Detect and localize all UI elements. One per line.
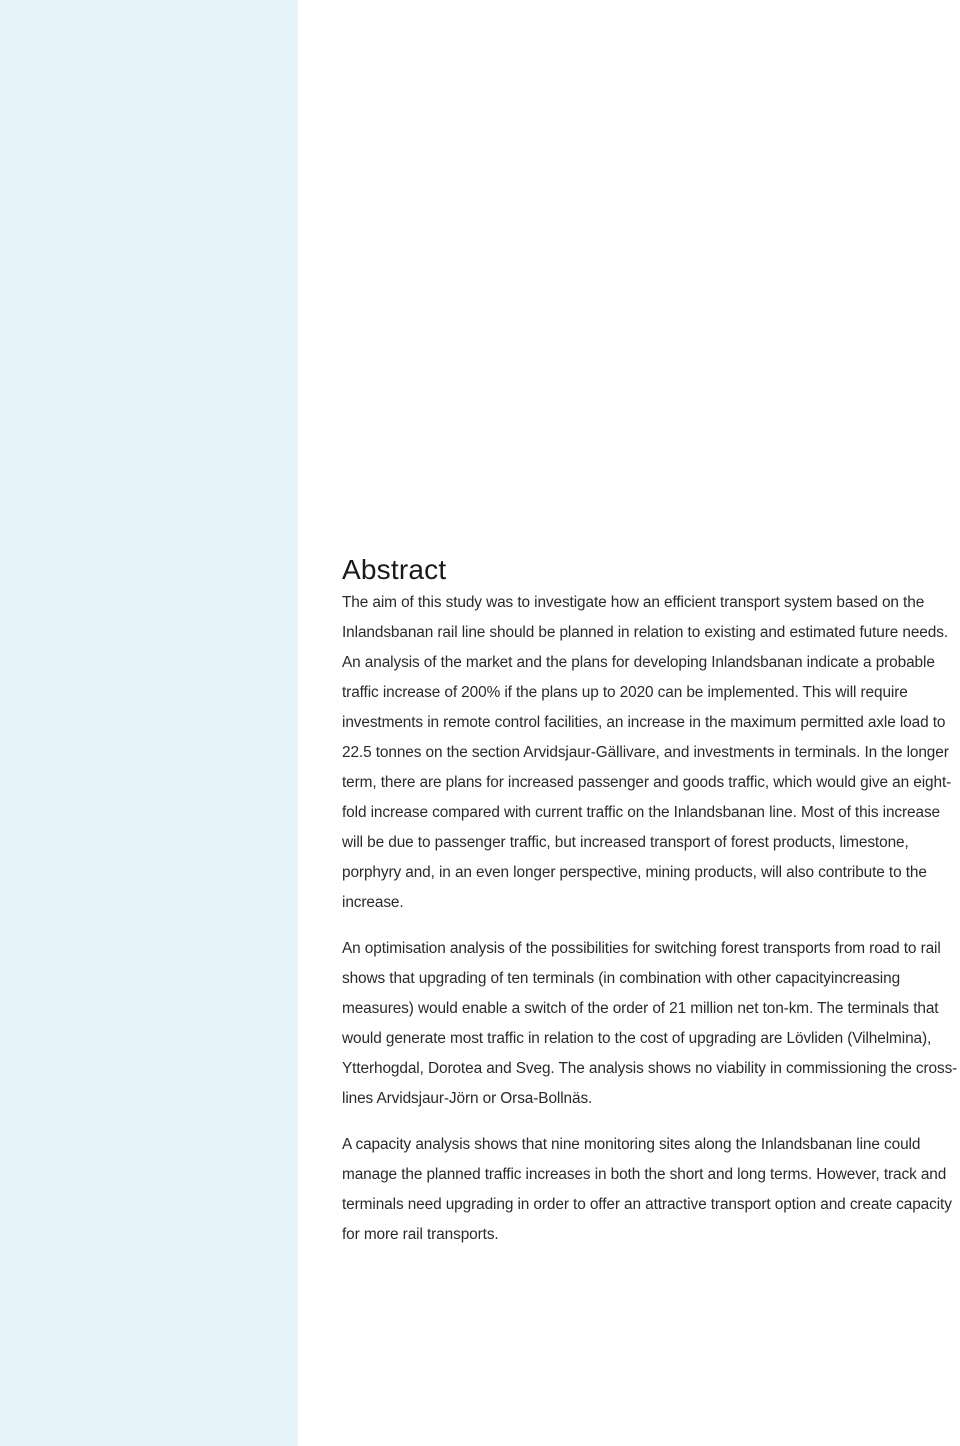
abstract-paragraph-1: The aim of this study was to investigate how an efficient transport system based on the Inlandsbanan rail line should be planned in relation to existing and estimated future needs. An analysis of the market and the plans for developing Inlandsbanan indicate a probable traffic increase of 200% if the plans up to 2020 can be implemented. This will require investments in remote control facilities, an increase in the maximum permitted axle load to 22.5 tonnes on the section Arvidsjaur-Gällivare, and investments in terminals. In the longer term, there are plans for increased passenger and goods traffic, which would give an eight-fold increase compared with current traffic on the Inlandsbanan line. Most of this increase will be due to passenger traffic, but increased transport of forest products, limestone, porphyry and, in an even longer perspective, mining products, will also contribute to the increase. xyxy=(342,594,952,911)
abstract-paragraph-2: An optimisation analysis of the possibilities for switching forest transports from road to rail shows that upgrading of ten terminals (in combination with other capacityincreasing measures) would enable a switch of the order of 21 million net ton-km. The terminals that would generate most traffic in relation to the cost of upgrading are Lövliden (Vilhelmina), Ytterhogdal, Dorotea and Sveg. The analysis shows no viability in commissioning the cross-lines Arvidsjaur-Jörn or Orsa-Bollnäs. xyxy=(342,940,958,1107)
abstract-section xyxy=(342,552,960,1250)
abstract-heading: Abstract xyxy=(342,554,447,585)
abstract-paragraph-3: A capacity analysis shows that nine monitoring sites along the Inlandsbanan line could manage the planned traffic increases in both the short and long terms. However, track and terminals need upgrading in order to offer an attractive transport option and create capacity for more rail transports. xyxy=(342,1136,952,1243)
side-color-band xyxy=(0,0,298,1446)
